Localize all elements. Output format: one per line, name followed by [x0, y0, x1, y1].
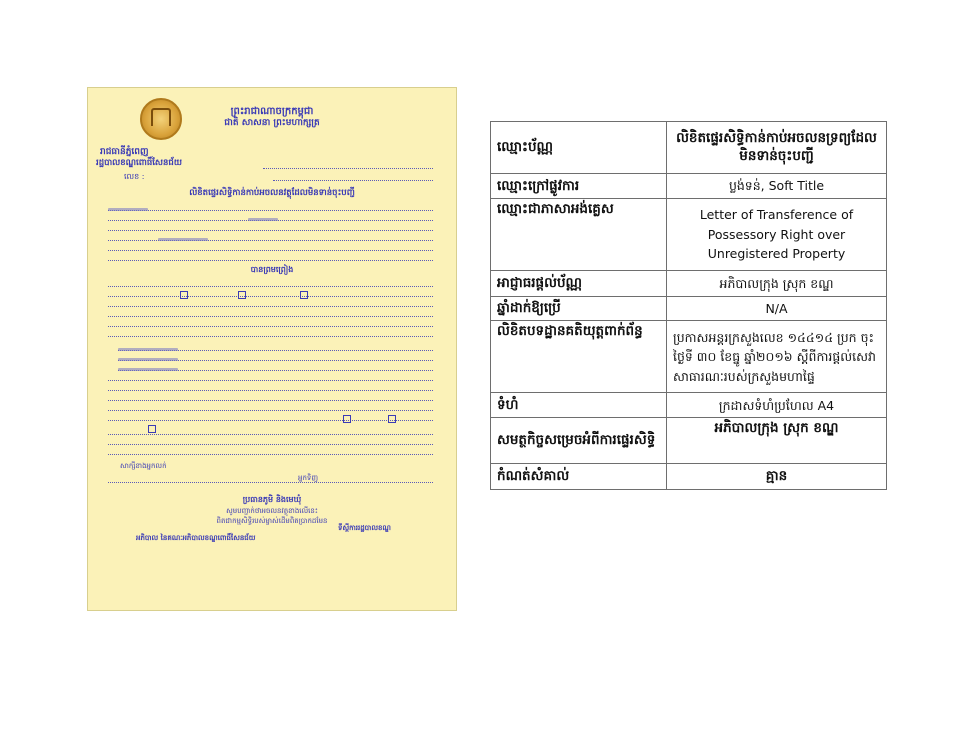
checkbox-icon: [388, 415, 396, 423]
form-text: [118, 368, 178, 371]
certificate-image: [87, 87, 457, 611]
checkbox-icon: [343, 415, 351, 423]
row-label: ឈ្មោះក្រៅផ្លូវការ: [491, 174, 667, 199]
row-value: អភិបាលក្រុង ស្រុក ខណ្ឌ: [667, 271, 887, 297]
form-line: [108, 306, 433, 307]
form-text: [248, 218, 278, 221]
form-text: [158, 238, 208, 241]
form-line: [108, 230, 433, 231]
certificate-province: រាជធានីភ្នំពេញ: [100, 147, 149, 157]
checkbox-icon: [238, 291, 246, 299]
row-label: ទំហំ: [491, 393, 667, 418]
table-row: [491, 321, 887, 393]
row-value: លិខិតផ្ទេរសិទ្ធិកាន់កាប់អចលនទ្រព្យដែលមិនទាន់ចុះបញ្ជី: [667, 122, 887, 174]
date-line: [263, 168, 433, 169]
checkbox-icon: [148, 425, 156, 433]
form-line: [108, 454, 433, 455]
coat-of-arms-seal-icon: [140, 98, 182, 140]
checkbox-icon: [180, 291, 188, 299]
form-line: [108, 434, 433, 435]
footer-title: ប្រធានភូមិ និងមេឃុំ: [242, 495, 302, 504]
form-line: [108, 380, 433, 381]
form-text: [108, 208, 148, 211]
form-line: [108, 296, 433, 297]
form-line: [108, 210, 433, 211]
form-line: [108, 400, 433, 401]
form-line: [108, 336, 433, 337]
table-row: [491, 418, 887, 464]
table-row: [491, 174, 887, 199]
signature-label-buyer: អ្នកទិញ: [298, 474, 318, 482]
row-value: ប្លង់ទន់, Soft Title: [667, 174, 887, 199]
signature-label-witness: សាក្សីខាងអ្នកលក់: [120, 462, 167, 470]
row-value: N/A: [667, 297, 887, 321]
certificate-title: លិខិតផ្ទេរសិទ្ធិកាន់កាប់អចលនវត្ថុដែលមិនទាន់ចុះបញ្ជី: [189, 188, 355, 198]
form-line: [108, 410, 433, 411]
form-line: [108, 482, 433, 483]
form-line: [108, 420, 433, 421]
row-label: ឆ្នាំដាក់ឱ្យប្រើ: [491, 297, 667, 321]
section-title-agreement: បានព្រមព្រៀង: [250, 265, 294, 274]
checkbox-icon: [300, 291, 308, 299]
certificate-info-table: [490, 121, 887, 490]
certificate-number-label: លេខ :: [124, 172, 145, 181]
row-label: សមត្ថកិច្ចសម្រេចអំពីការផ្ទេរសិទ្ធិ: [491, 418, 667, 464]
form-line: [108, 316, 433, 317]
form-line: [108, 326, 433, 327]
form-line: [108, 286, 433, 287]
form-line: [108, 260, 433, 261]
form-line: [108, 444, 433, 445]
table-row: [491, 122, 887, 174]
form-line: [108, 390, 433, 391]
row-value: អភិបាលក្រុង ស្រុក ខណ្ឌ: [667, 418, 887, 464]
date-line: [273, 180, 433, 181]
certificate-kingdom-heading: ព្រះរាជាណាចក្រកម្ពុជា: [230, 106, 314, 117]
table-row: [491, 199, 887, 271]
row-value: ប្រកាសអន្តរក្រសួងលេខ ១៤៤១៤ ប្រក ចុះថ្ងៃទី ៣០ ខែធ្នូ ឆ្នាំ២០១៦ ស្តីពីការផ្តល់សេវាសាធារណៈរបស់ក្រសួងមហាផ្ទៃ: [667, 321, 887, 393]
row-label: លិខិតបទដ្ឋានគតិយុត្តពាក់ព័ន្ធ: [491, 321, 667, 393]
footer-line-1: សូមបញ្ជាក់ថាអចលនវត្ថុខាងលើនេះ: [226, 507, 318, 515]
row-value: គ្មាន: [667, 464, 887, 490]
row-label: អាជ្ញាធរផ្តល់ប័ណ្ណ: [491, 271, 667, 297]
form-text: [118, 358, 178, 361]
form-line: [108, 250, 433, 251]
table-row: [491, 393, 887, 418]
table-row: [491, 464, 887, 490]
form-text: [118, 348, 178, 351]
footer-right-signatory: ទីស្តីការរដ្ឋបាលខណ្ឌ: [338, 524, 391, 532]
footer-line-2: ពិតជាកម្មសិទ្ធិរបស់ម្ចាស់ដើមពិតប្រាកដមែន: [216, 517, 328, 525]
certificate-office: រដ្ឋបាលខណ្ឌពោធិ៍សែនជ័យ: [96, 158, 182, 168]
certificate-motto: ជាតិ សាសនា ព្រះមហាក្សត្រ: [224, 118, 320, 128]
row-label: ឈ្មោះប័ណ្ណ: [491, 122, 667, 174]
form-line: [108, 240, 433, 241]
row-value: ក្រដាសទំហំប្រហែល A4: [667, 393, 887, 418]
table-row: [491, 297, 887, 321]
footer-left-signatory: អភិបាល នៃគណៈអភិបាលខណ្ឌពោធិ៍សែនជ័យ: [136, 534, 256, 542]
row-label: កំណត់សំគាល់: [491, 464, 667, 490]
row-value: Letter of Transference of Possessory Right over Unregistered Property: [667, 199, 887, 271]
row-label: ឈ្មោះជាភាសាអង់គ្លេស: [491, 199, 667, 271]
table-row: [491, 271, 887, 297]
